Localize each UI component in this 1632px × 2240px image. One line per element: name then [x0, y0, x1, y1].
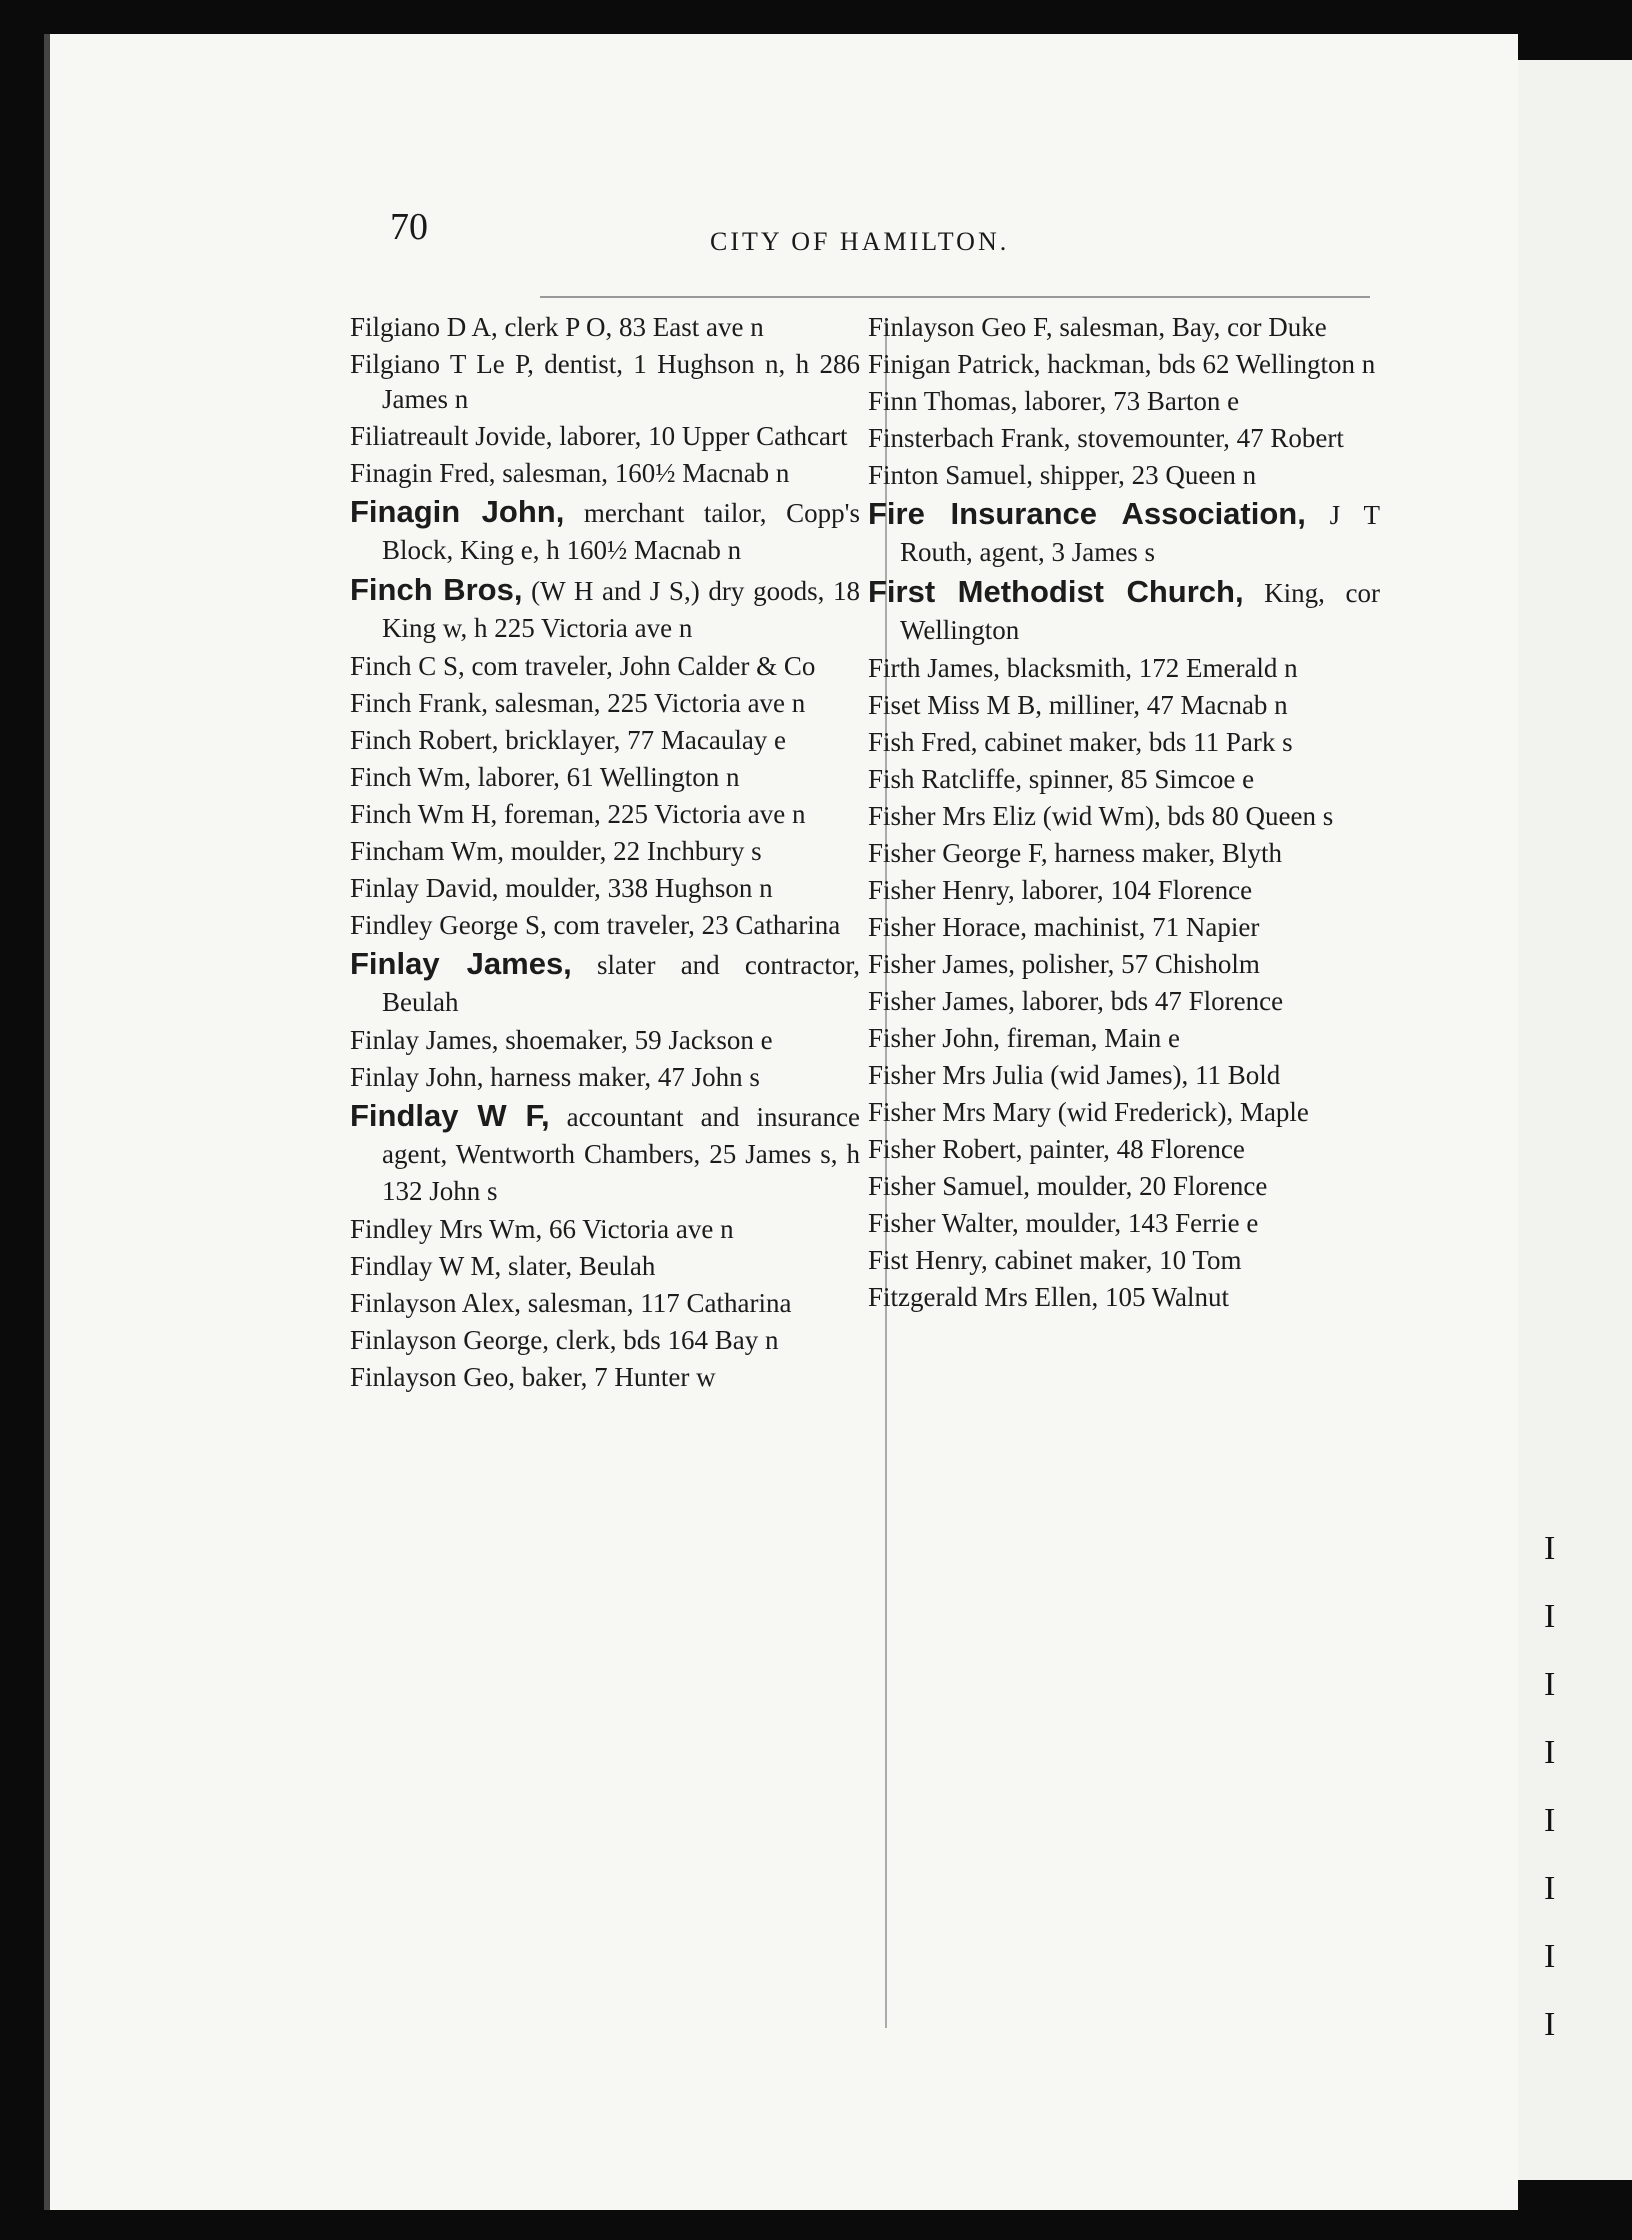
page-header	[390, 205, 1370, 275]
entry-details: shipper, 23 Queen n	[1039, 460, 1257, 490]
entry-name: Fisher Mrs Eliz	[868, 801, 1036, 831]
directory-entry	[868, 762, 1380, 797]
entry-name: Finlayson George,	[350, 1325, 549, 1355]
entry-name: Finlay James,	[350, 1025, 499, 1055]
entry-details: stovemounter, 47 Robert	[1077, 423, 1344, 453]
directory-entry	[868, 347, 1380, 382]
entry-details: moulder, 338 Hughson n	[505, 873, 773, 903]
directory-entry	[350, 908, 860, 943]
entry-name: Fisher Mrs Julia	[868, 1060, 1044, 1090]
entry-name: Filgiano T Le P,	[350, 349, 534, 379]
entry-name: Fisher John,	[868, 1023, 1001, 1053]
edge-letter: I	[1544, 1530, 1556, 1567]
entry-name: Findlay W M,	[350, 1251, 502, 1281]
directory-entry	[350, 723, 860, 758]
entry-name: Finlay John,	[350, 1062, 484, 1092]
entry-details: (W H and J S,) dry goods, 18 King w, h 225 Victoria ave n	[382, 576, 861, 643]
entry-name: Fisher Robert,	[868, 1134, 1023, 1164]
entry-name: Finagin John,	[350, 494, 565, 529]
entry-details: cabinet maker, 10 Tom	[994, 1245, 1242, 1275]
directory-entry	[868, 458, 1380, 493]
entry-details: salesman, 160½ Macnab n	[502, 458, 790, 488]
entry-name: Finlay James,	[350, 946, 572, 981]
entry-name: First Methodist Church,	[868, 574, 1244, 609]
entry-details: clerk, bds 164 Bay n	[555, 1325, 779, 1355]
entry-details: dentist, 1 Hughson n, h 286 James n	[382, 349, 860, 414]
directory-entry	[350, 1249, 860, 1284]
directory-entry	[350, 871, 860, 906]
entry-name: Fisher James,	[868, 986, 1015, 1016]
directory-entry	[350, 1023, 860, 1058]
entry-details: baker, 7 Hunter w	[521, 1362, 716, 1392]
directory-entry	[868, 688, 1380, 723]
entry-name: Fish Ratcliffe,	[868, 764, 1022, 794]
entry-details: laborer, 104 Florence	[1021, 875, 1253, 905]
directory-entry	[868, 1095, 1380, 1130]
directory-entry	[868, 651, 1380, 686]
entry-name: Finlayson Alex,	[350, 1288, 522, 1318]
directory-entry	[350, 797, 860, 832]
entry-details: machinist, 71 Napier	[1033, 912, 1260, 942]
entry-details: harness maker, 47 John s	[490, 1062, 760, 1092]
entry-details: (wid James), 11 Bold	[1050, 1060, 1281, 1090]
entry-name: Fitzgerald Mrs Ellen,	[868, 1282, 1099, 1312]
entry-name: Finn Thomas,	[868, 386, 1018, 416]
directory-entry	[350, 945, 860, 1021]
entry-details: moulder, 143 Ferrie e	[1025, 1208, 1259, 1238]
entry-name: Finch Robert,	[350, 725, 499, 755]
entry-details: salesman, Bay, cor Duke	[1059, 312, 1327, 342]
entry-details: J T Routh, agent, 3 James s	[900, 500, 1381, 567]
directory-entry	[350, 1060, 860, 1095]
entry-name: Finagin Fred,	[350, 458, 496, 488]
directory-entry	[350, 347, 860, 417]
entry-details: 66 Victoria ave n	[549, 1214, 734, 1244]
entry-name: Finlayson Geo F,	[868, 312, 1053, 342]
directory-entry	[868, 495, 1380, 571]
directory-entry	[868, 1280, 1380, 1315]
directory-entry	[868, 1058, 1380, 1093]
entry-details: cabinet maker, bds 11 Park s	[984, 727, 1293, 757]
edge-letter: I	[1544, 1734, 1556, 1771]
entry-name: Fisher Henry,	[868, 875, 1015, 905]
entry-details: King, cor Wellington	[900, 578, 1380, 645]
entry-name: Fisher Walter,	[868, 1208, 1019, 1238]
entry-name: Finsterbach Frank,	[868, 423, 1071, 453]
directory-entry	[868, 1243, 1380, 1278]
edge-letter: I	[1544, 1666, 1556, 1703]
directory-entry	[868, 1021, 1380, 1056]
directory-entry	[350, 419, 860, 454]
edge-letter: I	[1544, 1802, 1556, 1839]
entry-name: Fisher James,	[868, 949, 1015, 979]
entry-details: 105 Walnut	[1104, 1282, 1230, 1312]
entry-details: hackman, bds 62 Wellington n	[1047, 349, 1376, 379]
directory-entry	[868, 573, 1380, 649]
directory-entry	[868, 310, 1380, 345]
edge-letter: I	[1544, 1598, 1556, 1635]
entry-name: Finigan Patrick,	[868, 349, 1041, 379]
header-rule	[540, 296, 1370, 298]
directory-entry	[868, 1169, 1380, 1204]
entry-name: Fish Fred,	[868, 727, 978, 757]
edge-letter: I	[1544, 1870, 1556, 1907]
entry-details: moulder, 22 Inchbury s	[510, 836, 762, 866]
directory-entry	[350, 1360, 860, 1395]
entry-details: merchant tailor, Copp's Block, King e, h 160½ Macnab n	[382, 498, 860, 565]
directory-entry	[350, 493, 860, 569]
entry-name: Finlay David,	[350, 873, 499, 903]
entry-name: Finch Wm,	[350, 762, 471, 792]
entry-name: Fiset Miss M B,	[868, 690, 1043, 720]
entry-name: Firth James,	[868, 653, 1000, 683]
entry-details: laborer, 10 Upper Cathcart	[559, 421, 848, 451]
entry-details: (wid Frederick), Maple	[1057, 1097, 1309, 1127]
directory-entry	[868, 947, 1380, 982]
running-head: CITY OF HAMILTON.	[710, 227, 1010, 256]
entry-name: Finch Wm H,	[350, 799, 498, 829]
directory-entry	[350, 1097, 860, 1210]
directory-entry	[868, 1206, 1380, 1241]
directory-entry	[868, 421, 1380, 456]
entry-name: Fisher Mrs Mary	[868, 1097, 1051, 1127]
entry-details: com traveler, John Calder & Co	[471, 651, 816, 681]
page-number: 70	[390, 206, 428, 248]
directory-entry	[868, 984, 1380, 1019]
edge-letter: I	[1544, 2006, 1556, 2043]
directory-entry	[868, 799, 1380, 834]
right-column	[868, 310, 1380, 1317]
entry-details: accountant and insurance agent, Wentworth Chambers, 25 James s, h 132 John s	[382, 1102, 860, 1206]
left-column	[350, 310, 860, 1397]
edge-letter: I	[1544, 1938, 1556, 1975]
entry-name: Fisher Horace,	[868, 912, 1027, 942]
entry-name: Finch Frank,	[350, 688, 488, 718]
directory-entry	[868, 725, 1380, 760]
directory-entry	[868, 910, 1380, 945]
entry-details: polisher, 57 Chisholm	[1021, 949, 1260, 979]
directory-entry	[350, 1212, 860, 1247]
entry-details: salesman, 225 Victoria ave n	[494, 688, 806, 718]
entry-details: blacksmith, 172 Emerald n	[1006, 653, 1298, 683]
entry-name: Finton Samuel,	[868, 460, 1034, 490]
entry-name: Fire Insurance Association,	[868, 496, 1306, 531]
directory-entry	[868, 873, 1380, 908]
entry-name: Findley Mrs Wm,	[350, 1214, 543, 1244]
entry-details: laborer, bds 47 Florence	[1021, 986, 1284, 1016]
entry-name: Filiatreault Jovide,	[350, 421, 553, 451]
entry-details: milliner, 47 Macnab n	[1048, 690, 1288, 720]
directory-entry	[350, 760, 860, 795]
directory-entry	[868, 384, 1380, 419]
entry-details: foreman, 225 Victoria ave n	[504, 799, 806, 829]
entry-name: Fist Henry,	[868, 1245, 988, 1275]
entry-details: slater and contractor, Beulah	[382, 950, 860, 1017]
directory-entry	[350, 834, 860, 869]
entry-details: moulder, 20 Florence	[1036, 1171, 1268, 1201]
entry-details: spinner, 85 Simcoe e	[1028, 764, 1255, 794]
directory-entry	[350, 1323, 860, 1358]
directory-entry	[868, 836, 1380, 871]
entry-details: bricklayer, 77 Macaulay e	[505, 725, 787, 755]
entry-details: painter, 48 Florence	[1029, 1134, 1245, 1164]
entry-details: salesman, 117 Catharina	[527, 1288, 792, 1318]
entry-name: Filgiano D A,	[350, 312, 498, 342]
entry-name: Fisher George F,	[868, 838, 1048, 868]
entry-details: (wid Wm), bds 80 Queen s	[1042, 801, 1334, 831]
directory-entry	[350, 310, 860, 345]
directory-entry	[350, 649, 860, 684]
directory-entry	[350, 686, 860, 721]
directory-entry	[350, 456, 860, 491]
entry-details: com traveler, 23 Catharina	[553, 910, 841, 940]
entry-details: laborer, 61 Wellington n	[477, 762, 740, 792]
directory-entry	[350, 571, 860, 647]
entry-details: laborer, 73 Barton e	[1024, 386, 1240, 416]
entry-name: Finch Bros,	[350, 572, 523, 607]
entry-details: fireman, Main e	[1006, 1023, 1180, 1053]
adjacent-page-letters	[1544, 1530, 1584, 2074]
entry-details: clerk P O, 83 East ave n	[504, 312, 764, 342]
entry-details: shoemaker, 59 Jackson e	[505, 1025, 773, 1055]
entry-name: Fincham Wm,	[350, 836, 504, 866]
entry-name: Findlay W F,	[350, 1098, 550, 1133]
directory-entry	[868, 1132, 1380, 1167]
entry-name: Finlayson Geo,	[350, 1362, 515, 1392]
entry-details: slater, Beulah	[508, 1251, 656, 1281]
directory-entry	[350, 1286, 860, 1321]
entry-name: Fisher Samuel,	[868, 1171, 1030, 1201]
entry-details: harness maker, Blyth	[1054, 838, 1282, 868]
entry-name: Finch C S,	[350, 651, 465, 681]
entry-name: Findley George S,	[350, 910, 547, 940]
